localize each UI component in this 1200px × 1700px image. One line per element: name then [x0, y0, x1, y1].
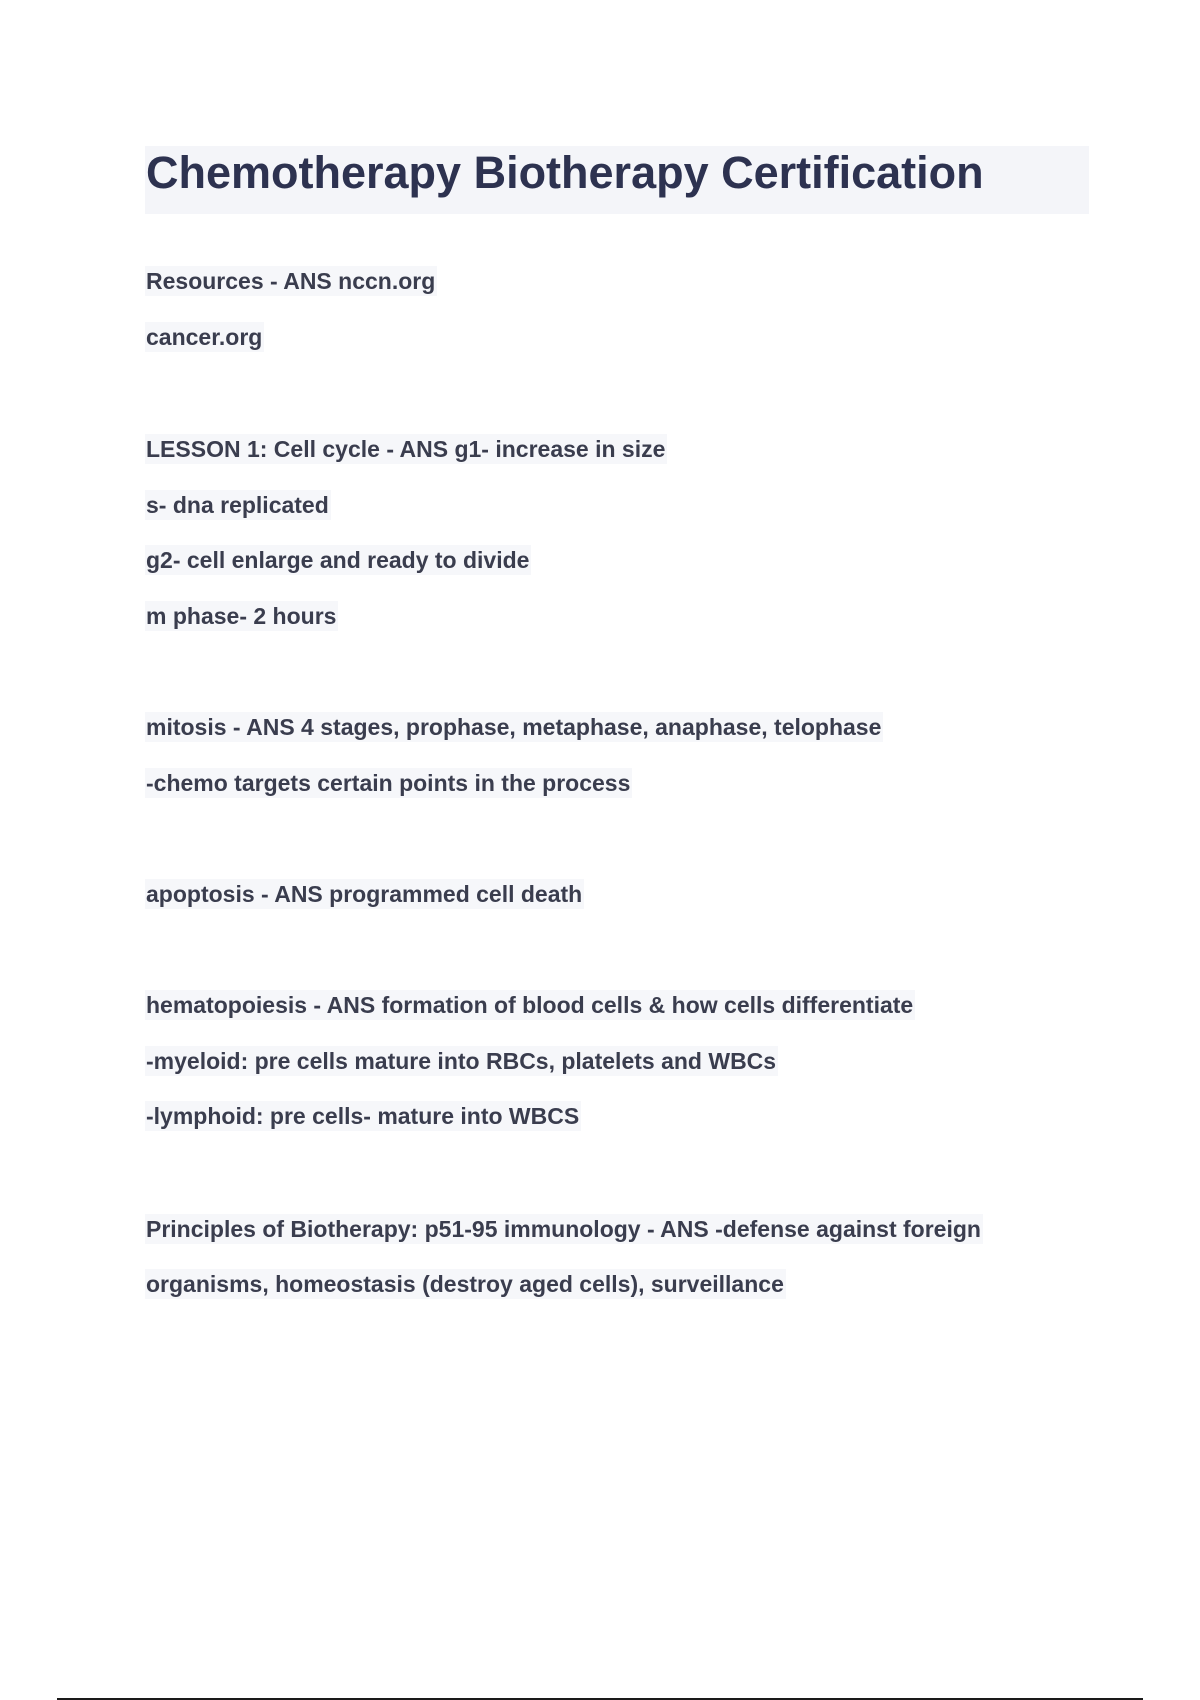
line-cancer-org: cancer.org: [146, 324, 263, 350]
line-organisms-homeostasis: organisms, homeostasis (destroy aged cells), surveillance: [146, 1271, 784, 1297]
line-s-phase: s- dna replicated: [146, 492, 329, 518]
line-mitosis: mitosis - ANS 4 stages, prophase, metaphase, anaphase, telophase: [146, 714, 882, 740]
line-hematopoiesis: hematopoiesis - ANS formation of blood cells & how cells differentiate: [146, 992, 914, 1018]
line-resources: Resources - ANS nccn.org: [146, 268, 436, 294]
line-lesson-1: LESSON 1: Cell cycle - ANS g1- increase in size: [146, 436, 666, 462]
line-m-phase: m phase- 2 hours: [146, 603, 337, 629]
line-apoptosis: apoptosis - ANS programmed cell death: [146, 881, 583, 907]
line-g2-phase: g2- cell enlarge and ready to divide: [146, 547, 530, 573]
line-myeloid: -myeloid: pre cells mature into RBCs, platelets and WBCs: [146, 1048, 777, 1074]
document-title: Chemotherapy Biotherapy Certification: [146, 147, 984, 198]
line-principles-biotherapy: Principles of Biotherapy: p51-95 immunology - ANS -defense against foreign: [146, 1216, 981, 1242]
line-chemo-targets: -chemo targets certain points in the process: [146, 770, 631, 796]
line-lymphoid: -lymphoid: pre cells- mature into WBCS: [146, 1103, 580, 1129]
